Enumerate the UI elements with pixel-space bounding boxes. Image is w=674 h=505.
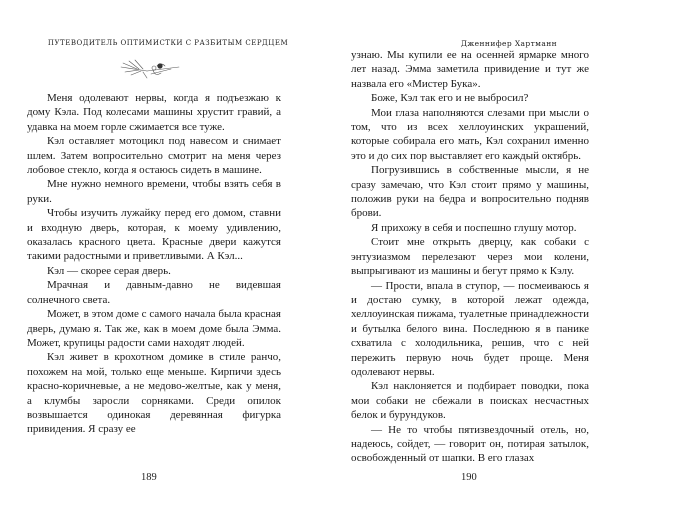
body-text [27,91,281,437]
body-text [351,48,589,466]
paragraph: Чтобы изучить лужайку перед его домом, ставни и входную дверь, которая, к моему удивлению, оказалась красного цвета. Красные двери кажутся такими радостными и приветливыми. А Кэл... [27,207,281,263]
paragraph: Кэл наклоняется и подбирает поводки, пока мои собаки не сбежали в поисках несчастных белок и бурундуков. [351,380,589,422]
paragraph: Погрузившись в собственные мысли, я не сразу замечаю, что Кэл стоит прямо у машины, положив руки на бедра и вопросительно подняв брови. [351,164,589,220]
paragraph: Мои глаза наполняются слезами при мысли о том, что из всех хеллоуинских украшений, которые собирала его мать, Кэл сохранил именно это и до сих пор выставляет его каждый октябрь. [351,106,589,162]
right-page [337,0,674,505]
paragraph: Я прихожу в себя и поспешно глушу мотор. [371,221,577,234]
paragraph: Боже, Кэл так его и не выбросил? [371,92,529,105]
paragraph: Кэл оставляет мотоцикл под навесом и снимает шлем. Затем вопросительно смотрит на меня через лобовое стекло, когда я остаюсь сидеть в машине. [27,135,281,177]
running-head-book-title: ПУТЕВОДИТЕЛЬ ОПТИМИСТКИ С РАЗБИТЫМ СЕРДЦЕМ [47,39,289,47]
page-number: 189 [141,472,157,483]
paragraph-continuation: узнаю. Мы купили ее на осенней ярмарке много лет назад. Эмма заметила привидение и тут же назвала его «Мистер Бука». [351,49,589,90]
floral-sprig-icon [117,58,183,80]
paragraph: Меня одолевают нервы, когда я подъезжаю к дому Кэла. Под колесами машины хрустит гравий, а удавка на моем горле сжимается все туже. [27,92,281,133]
paragraph: Кэл — скорее серая дверь. [47,264,171,277]
paragraph: Мне нужно немного времени, чтобы взять себя в руки. [27,178,281,205]
paragraph: Может, в этом доме с самого начала была красная дверь, думаю я. Так же, как в моем доме была Эмма. Может, крупицы радости сами находят людей. [27,308,281,349]
running-head-author: Дженнифер Хартманн [460,39,558,48]
paragraph: — Не то чтобы пятизвездочный отель, но, надеюсь, сойдет, — говорит он, потирая затылок, освобожденный от шапки. В его глазах [351,423,589,465]
paragraph: Кэл живет в крохотном домике в стиле ранчо, похожем на мой, только еще меньше. Кирпичи здесь красно-коричневые, а не медово-желтые, как у меня, а клумбы заросли сорняками. Среди опилок возвышается одинокая деревянная фигурка привидения. Я сразу ее [27,351,281,436]
paragraph: — Прости, впала в ступор, — посмеиваюсь я и достаю сумку, в которой лежат одежда, хеллоуинская пижама, туалетные принадлежности и бутылка белого вина. Последнюю я в панике схватила с холодильника, решив, что с ней пережить первую ночь будет проще. Меня одолевают нервы. [351,279,589,378]
paragraph: Мрачная и давным-давно не видевшая солнечного света. [27,279,281,306]
paragraph: Стоит мне открыть дверцу, как собаки с энтузиазмом перелезают через мои колени, выпрыгивают из машины и бегут прямо к Кэлу. [351,236,589,278]
page-number: 190 [461,472,477,483]
